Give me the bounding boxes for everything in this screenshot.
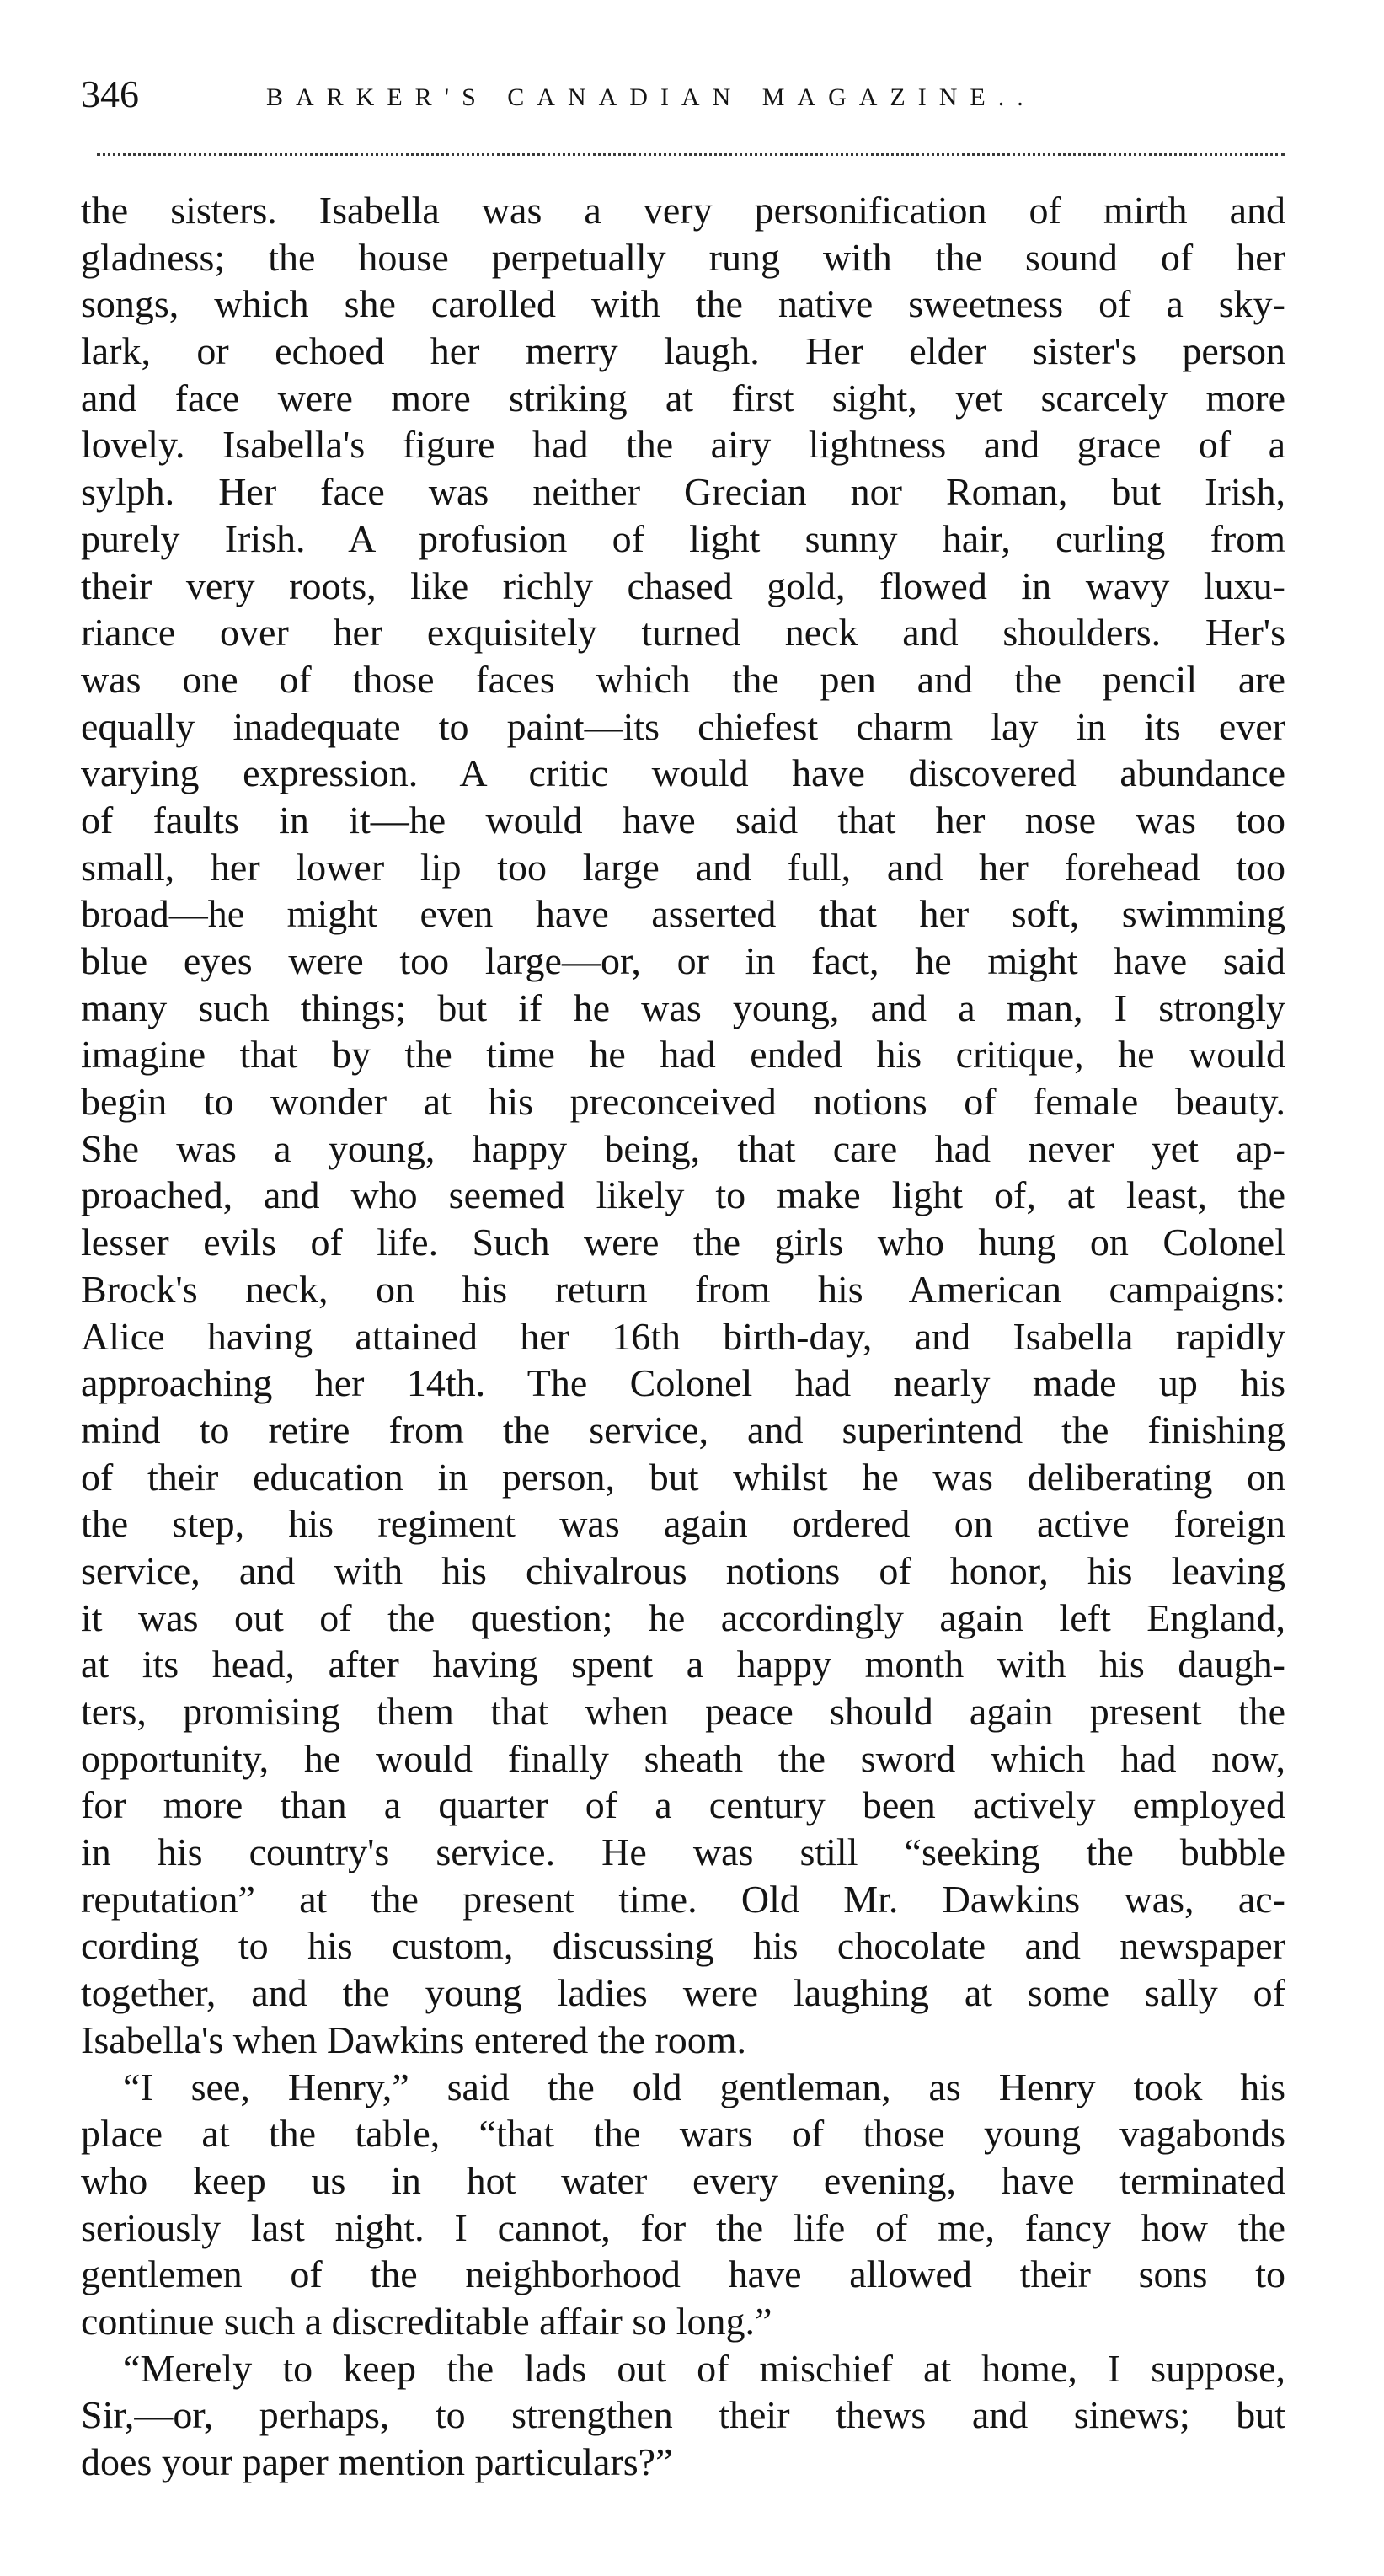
text-line: lovely. Isabella's figure had the airy lightness and grace of a <box>81 423 1285 467</box>
text-line: the sisters. Isabella was a very personification of mirth and <box>81 189 1285 232</box>
text-line: for more than a quarter of a century been actively employed <box>81 1783 1285 1827</box>
text-line: sylph. Her face was neither Grecian nor Roman, but Irish, <box>81 470 1285 514</box>
text-line: their very roots, like richly chased gold, flowed in wavy luxu- <box>81 564 1285 607</box>
text-line: mind to retire from the service, and superintend the finishing <box>81 1408 1285 1451</box>
text-line: of faults in it—he would have said that her nose was too <box>81 798 1285 842</box>
text-line: reputation” at the present time. Old Mr. Dawkins was, ac- <box>81 1877 1285 1921</box>
text-line: was one of those faces which the pen and the pencil are <box>81 657 1285 701</box>
running-head <box>81 69 1285 120</box>
text-line: at its head, after having spent a happy month with his daugh- <box>81 1643 1285 1686</box>
header-rule <box>97 153 1285 156</box>
text-line: gladness; the house perpetually rung with the sound of her <box>81 235 1285 279</box>
text-line: gentlemen of the neighborhood have allowed their sons to <box>81 2253 1285 2296</box>
text-line: seriously last night. I cannot, for the life of me, fancy how the <box>81 2205 1285 2249</box>
text-line: who keep us in hot water every evening, have terminated <box>81 2158 1285 2202</box>
text-line: the step, his regiment was again ordered on active foreign <box>81 1502 1285 1546</box>
text-line: many such things; but if he was young, and a man, I strongly <box>81 986 1285 1029</box>
text-line: proached, and who seemed likely to make light of, at least, the <box>81 1173 1285 1217</box>
text-line: cording to his custom, discussing his chocolate and newspaper <box>81 1924 1285 1968</box>
text-line: together, and the young ladies were laughing at some sally of <box>81 1971 1285 2015</box>
text-line: continue such a discreditable affair so long.” <box>81 2299 772 2343</box>
text-line: place at the table, “that the wars of those young vagabonds <box>81 2112 1285 2156</box>
text-line: service, and with his chivalrous notions of honor, his leaving <box>81 1548 1285 1592</box>
page-number: 346 <box>81 72 139 115</box>
text-line: “Merely to keep the lads out of mischief at home, I suppose, <box>123 2346 1285 2390</box>
text-line: Brock's neck, on his return from his American campaigns: <box>81 1267 1285 1311</box>
text-line: “I see, Henry,” said the old gentleman, as Henry took his <box>123 2065 1285 2108</box>
journal-title: BARKER'S CANADIAN MAGAZINE.. <box>266 83 1036 111</box>
text-line: approaching her 14th. The Colonel had nearly made up his <box>81 1361 1285 1405</box>
text-line: opportunity, he would finally sheath the sword which had now, <box>81 1736 1285 1780</box>
text-line: Isabella's when Dawkins entered the room. <box>81 2018 747 2061</box>
text-line: does your paper mention particulars?” <box>81 2440 673 2483</box>
text-line: broad—he might even have asserted that her soft, swimming <box>81 892 1285 936</box>
text-line: songs, which she carolled with the native sweetness of a sky- <box>81 282 1285 326</box>
paragraph <box>81 2345 1285 2486</box>
text-line: and face were more striking at first sight, yet scarcely more <box>81 376 1285 420</box>
text-line: ters, promising them that when peace should again present the <box>81 1690 1285 1733</box>
text-line: varying expression. A critic would have discovered abundance <box>81 751 1285 795</box>
paragraph <box>81 2064 1285 2345</box>
text-line: of their education in person, but whilst he was deliberating on <box>81 1455 1285 1499</box>
text-line: imagine that by the time he had ended his critique, he would <box>81 1033 1285 1077</box>
paragraph <box>81 187 1285 2064</box>
text-line: purely Irish. A profusion of light sunny hair, curling from <box>81 516 1285 560</box>
text-line: small, her lower lip too large and full, and her forehead too <box>81 845 1285 889</box>
text-line: equally inadequate to paint—its chiefest charm lay in its ever <box>81 704 1285 748</box>
text-line: lesser evils of life. Such were the girls who hung on Colonel <box>81 1221 1285 1264</box>
text-line: begin to wonder at his preconceived notions of female beauty. <box>81 1080 1285 1124</box>
text-line: Alice having attained her 16th birth-day, and Isabella rapidly <box>81 1314 1285 1358</box>
text-line: Sir,—or, perhaps, to strengthen their thews and sinews; but <box>81 2393 1285 2437</box>
text-line: in his country's service. He was still “seeking the bubble <box>81 1830 1285 1874</box>
text-line: it was out of the question; he accordingly again left England, <box>81 1595 1285 1639</box>
text-line: lark, or echoed her merry laugh. Her elder sister's person <box>81 329 1285 373</box>
text-line: riance over her exquisitely turned neck and shoulders. Her's <box>81 611 1285 655</box>
body-text <box>81 187 1285 2486</box>
text-line: She was a young, happy being, that care had never yet ap- <box>81 1126 1285 1170</box>
text-line: blue eyes were too large—or, or in fact, he might have said <box>81 939 1285 982</box>
